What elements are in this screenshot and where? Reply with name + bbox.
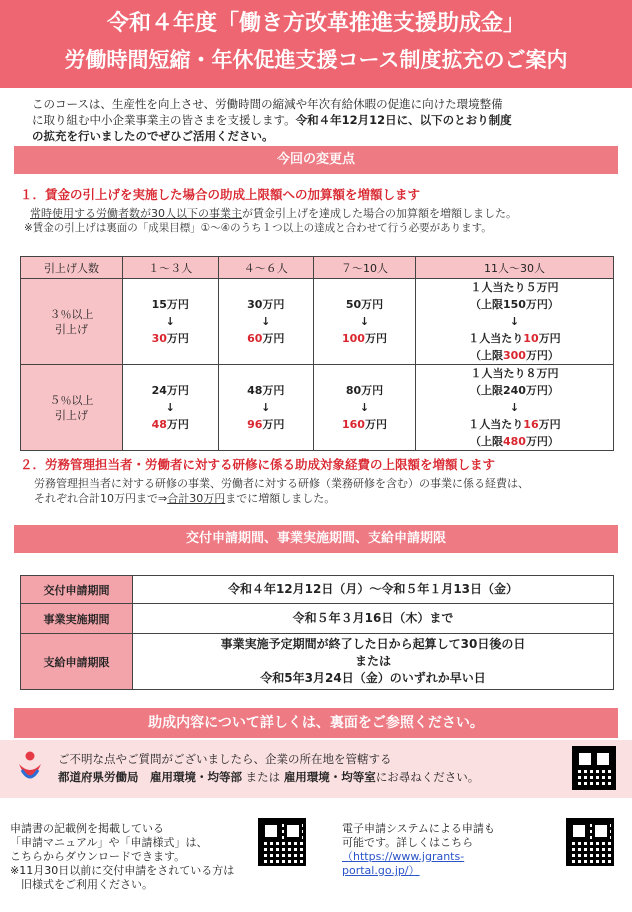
- rate-table-header: [21, 257, 614, 279]
- section-1-note: ※賃金の引上げは裏面の「成果目標」①～④のうち１つ以上の達成と合わせて行う必要があります。: [24, 222, 492, 234]
- table-cell: 30万円 ↓ 60万円: [218, 279, 314, 365]
- footer-left: 申請書の記載例を掲載している 「申請マニュアル」や「申請様式」は、 こちらからダウンロードできます。 ※11月30日以前に交付申請をされている方は 旧様式をご利用ください。: [10, 822, 235, 891]
- section-1-body: 常時使用する労働者数が30人以下の事業主が賃金引上げを達成した場合の加算額を増額しました。: [30, 207, 517, 220]
- qr-code-icon[interactable]: [572, 746, 616, 790]
- table-cell: １人当たり８万円 （上限240万円） ↓ １人当たり16万円 （上限480万円）: [415, 365, 613, 451]
- table-cell: 48万円 ↓ 96万円: [218, 365, 314, 451]
- table-row: [21, 279, 614, 365]
- period-value: 令和４年12月12日（月）～令和５年１月13日（金）: [133, 576, 614, 604]
- table-cell: 50万円 ↓ 100万円: [314, 279, 416, 365]
- intro-line-3: の拡充を行いましたのでぜひご活用ください。: [32, 129, 274, 143]
- qr-code-icon[interactable]: [566, 818, 614, 866]
- row-label: ５％以上 引上げ: [21, 365, 123, 451]
- header-cell: １～３人: [123, 257, 219, 279]
- qr-code-icon[interactable]: [258, 818, 306, 866]
- intro-line-2: に取り組む中小企業事業主の皆さまを支援します。令和４年12月12日に、以下のとおり制度: [32, 113, 512, 127]
- header-cell: ４～６人: [218, 257, 314, 279]
- period-label: 事業実施期間: [21, 604, 133, 634]
- details-band: 助成内容について詳しくは、裏面をご参照ください。: [14, 708, 618, 738]
- contact-box: [0, 740, 632, 798]
- table-row: [21, 604, 614, 634]
- header-cell: ７～10人: [314, 257, 416, 279]
- footer-right: 電子申請システムによる申請も 可能です。詳しくはこちら （https://www.jgrants- portal.go.jp/）: [342, 822, 552, 878]
- period-table: [20, 575, 614, 690]
- table-cell: １人当たり５万円 （上限150万円） ↓ １人当たり10万円 （上限300万円）: [415, 279, 613, 365]
- logo-icon: [16, 750, 44, 788]
- table-cell: 24万円 ↓ 48万円: [123, 365, 219, 451]
- period-band: 交付申請期間、事業実施期間、支給申請期限: [14, 525, 618, 553]
- jgrants-link[interactable]: （https://www.jgrants-: [342, 850, 465, 863]
- table-row: [21, 365, 614, 451]
- row-label: ３％以上 引上げ: [21, 279, 123, 365]
- period-label: 支給申請期限: [21, 634, 133, 690]
- header-cell: 引上げ人数: [21, 257, 123, 279]
- title-line-1: 令和４年度「働き方改革推進支援助成金」: [106, 11, 525, 36]
- section-1-title: １．賃金の引上げを実施した場合の助成上限額への加算額を増額します: [20, 187, 421, 202]
- period-label: 交付申請期間: [21, 576, 133, 604]
- contact-line-1: ご不明な点やご質問がございましたら、企業の所在地を管轄する: [58, 752, 392, 766]
- section-2-title: ２．労務管理担当者・労働者に対する研修に係る助成対象経費の上限額を増額します: [20, 457, 496, 472]
- changes-band: 今回の変更点: [14, 146, 618, 174]
- contact-line-2: 都道府県労働局 雇用環境・均等部 または 雇用環境・均等室にお尋ねください。: [58, 770, 480, 784]
- period-value: 令和５年３月16日（木）まで: [133, 604, 614, 634]
- section-2-body-1: 労務管理担当者に対する研修の事業、労働者に対する研修（業務研修を含む）の事業に係る経費は、: [34, 477, 529, 490]
- rate-table: [20, 256, 614, 451]
- table-cell: 15万円 ↓ 30万円: [123, 279, 219, 365]
- intro-line-1: このコースは、生産性を向上させ、労働時間の縮減や年次有給休暇の促進に向けた環境整備: [32, 97, 503, 111]
- page-header: [0, 0, 632, 88]
- section-2-body-2: それぞれ合計10万円まで⇒合計30万円までに増額しました。: [34, 492, 336, 505]
- header-cell: 11人～30人: [415, 257, 613, 279]
- title-line-2: 労働時間短縮・年休促進支援コース制度拡充のご案内: [64, 48, 568, 72]
- table-row: [21, 576, 614, 604]
- period-value: 事業実施予定期間が終了した日から起算して30日後の日 または 令和5年3月24日（金）のいずれか早い日: [133, 634, 614, 690]
- table-row: [21, 634, 614, 690]
- jgrants-link[interactable]: portal.go.jp/）: [342, 864, 420, 877]
- intro-text: [32, 96, 612, 144]
- table-cell: 80万円 ↓ 160万円: [314, 365, 416, 451]
